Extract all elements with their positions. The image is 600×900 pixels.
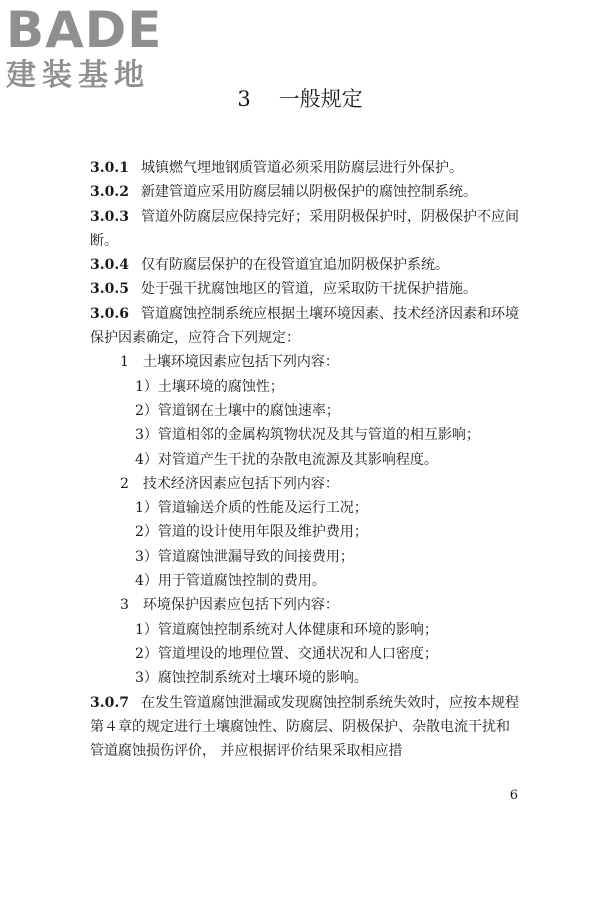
list-item: 2）管道埋设的地理位置、交通状况和人口密度；: [135, 645, 438, 662]
list-item: 3）腐蚀控制系统对土壤环境的影响。: [135, 670, 368, 687]
clause-3-0-6: [90, 302, 522, 351]
clause-number: 3.0.6: [90, 305, 129, 322]
item-soil-environment: 1 土壤环境因素应包括下列内容：: [120, 354, 339, 371]
list-item: 1）土壤环境的腐蚀性；: [135, 378, 284, 395]
clause-text: 仅有防腐层保护的在役管道宜追加阴极保护系统。: [140, 257, 449, 274]
clause-text: 城镇燃气埋地钢质管道必须采用防腐层进行外保护。: [140, 160, 463, 176]
item-environmental-protection: 3 环境保护因素应包括下列内容：: [120, 597, 339, 614]
list-item: 4）对管道产生干扰的杂散电流源及其影响程度。: [135, 451, 438, 468]
item-technical-economic: 2 技术经济因素应包括下列内容：: [120, 475, 339, 492]
list-item: 1）管道腐蚀控制系统对人体健康和环境的影响；: [135, 621, 438, 638]
chapter-number: 3: [237, 87, 251, 111]
chapter-heading: [0, 84, 600, 114]
logo-subtitle: 建装基地: [6, 58, 150, 93]
clause-3-0-3: [90, 205, 522, 254]
logo-brand: BADE: [6, 1, 163, 59]
list-item: 1）管道输送介质的性能及运行工况；: [135, 500, 368, 517]
clause-3-0-5: [90, 277, 522, 301]
clause-text: 管道外防腐层应保持完好；采用阴极保护时，阴极保护不应间断。: [90, 208, 519, 249]
clause-text: 在发生管道腐蚀泄漏或发现腐蚀控制系统失效时，应按本规程第４章的规定进行土壤腐蚀性、防腐层、阴极保护、杂散电流干扰和管道腐蚀损伤评价， 并应根据评价结果采取相应措: [90, 694, 519, 760]
clause-number: 3.0.4: [90, 257, 129, 274]
clause-number: 3.0.3: [90, 208, 129, 225]
clause-text: 新建管道应采用防腐层辅以阴极保护的腐蚀控制系统。: [140, 184, 477, 201]
chapter-title: 一般规定: [278, 87, 363, 111]
clause-3-0-4: [90, 253, 522, 277]
list-item: 2）管道钢在土壤中的腐蚀速率；: [135, 402, 340, 419]
document-body: [90, 156, 522, 763]
clause-3-0-7: [90, 691, 522, 764]
clause-text: 管道腐蚀控制系统应根据土壤环境因素、技术经济因素和环境保护因素确定，应符合下列规定：: [90, 305, 519, 347]
list-item: 3）管道腐蚀泄漏导致的间接费用；: [135, 548, 354, 565]
clause-text: 处于强干扰腐蚀地区的管道，应采取防干扰保护措施。: [140, 281, 477, 298]
logo: [6, 1, 176, 94]
clause-number: 3.0.1: [90, 160, 129, 176]
list-item: 3）管道相邻的金属构筑物状况及其与管道的相互影响；: [135, 427, 480, 444]
clause-3-0-2: [90, 180, 522, 204]
clause-3-0-1: [90, 156, 522, 180]
page-number: 6: [509, 788, 518, 803]
list-item: 2）管道的设计使用年限及维护费用；: [135, 524, 368, 541]
clause-number: 3.0.2: [90, 184, 129, 201]
clause-number: 3.0.5: [90, 281, 129, 298]
list-item: 4）用于管道腐蚀控制的费用。: [135, 573, 326, 590]
clause-number: 3.0.7: [90, 694, 129, 711]
